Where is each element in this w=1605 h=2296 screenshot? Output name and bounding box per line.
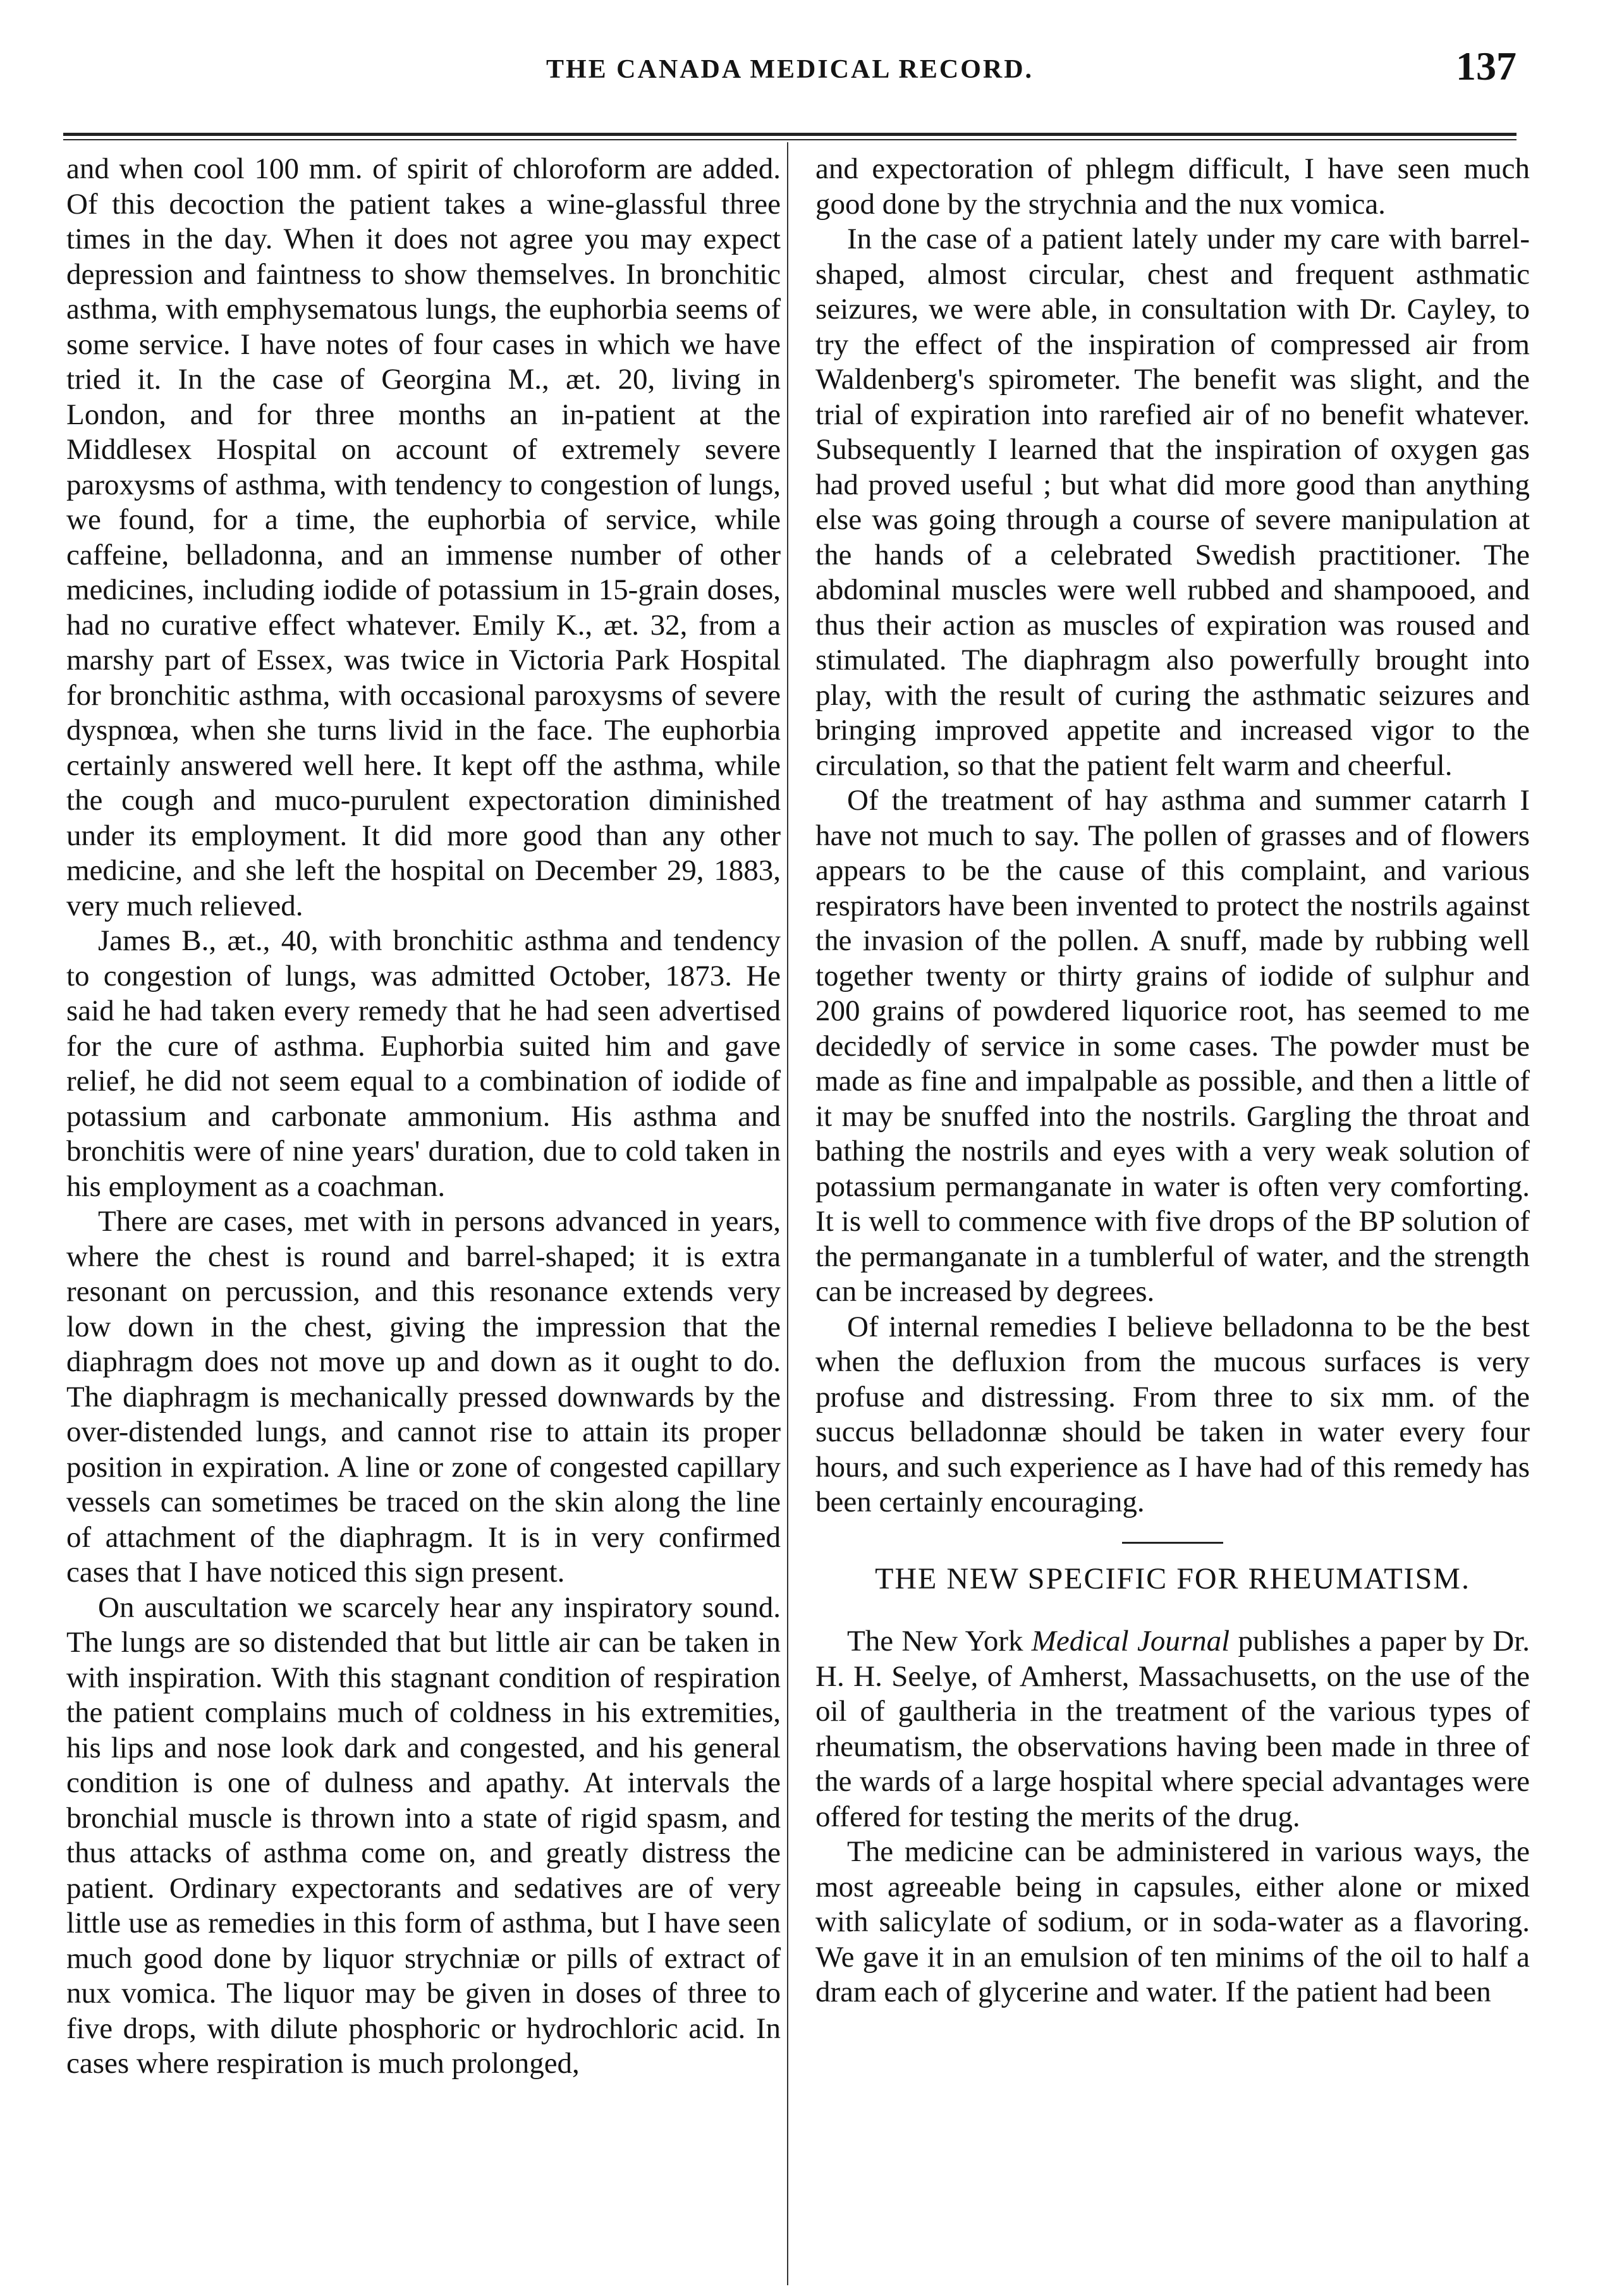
paragraph: James B., æt., 40, with bronchitic asthma and tendency to congestion of lungs, was admitted October, 1873. He said he had taken every remedy that he had seen advertised for the cure of asthma. Euphorbia suited him and gave relief, he did not seem equal to a combination of iodide of potassium and carbonate ammonium. His asthma and bronchitis were of nine years' duration, due to cold taken in his employment as a coachman.	[66, 924, 781, 1203]
paragraph: There are cases, met with in persons advanced in years, where the chest is round and barrel-shaped; it is extra resonant on percussion, and this resonance extends very low down in the chest, giving the impression that the diaphragm does not move up and down as it ought to do. The diaphragm is mechanically pressed downwards by the over-distended lungs, and cannot rise to attain its proper position in expiration. A line or zone of congested capillary vessels can sometimes be traced on the skin along the line of attachment of the diaphragm. It is in very confirmed cases that I have noticed this sign present.	[66, 1205, 781, 1589]
paragraph: and when cool 100 mm. of spirit of chloroform are added. Of this decoction the patient takes a wine-glassful three times in the day. When it does not agree you may expect depression and faintness to show themselves. In bronchitic asthma, with emphysematous lungs, the euphorbia seems of some service. I have notes of four cases in which we have tried it. In the case of Georgina M., æt. 20, living in London, and for three months an in-patient at the Middlesex Hospital on account of extremely severe paroxysms of asthma, with tendency to congestion of lungs, we found, for a time, the euphorbia of service, while caffeine, belladonna, and an immense number of other medicines, including iodide of potassium in 15-grain doses, had no curative effect whatever. Emily K., æt. 32, from a marshy part of Essex, was twice in Victoria Park Hospital for bronchitic asthma, with occasional paroxysms of severe dyspnœa, when she turns livid in the face. The euphorbia certainly answered well here. It kept off the asthma, while the cough and muco-purulent expectoration diminished under its employment. It did more good than any other medicine, and she left the hospital on December 29, 1883, very much relieved.	[66, 152, 781, 922]
paragraph: and expectoration of phlegm difficult, I have seen much good done by the strychnia and the nux vomica.	[815, 152, 1530, 221]
paragraph: In the case of a patient lately under my care with barrel-shaped, almost circular, chest and frequent asthmatic seizures, we were able, in consultation with Dr. Cayley, to try the effect of the inspiration of compressed air from Waldenberg's spirometer. The benefit was slight, and the trial of expiration into rarefied air of no benefit whatever. Subsequently I learned that the inspiration of oxygen gas had proved useful ; but what did more good than anything else was going through a course of severe manipulation at the hands of a celebrated Swedish practitioner. The abdominal muscles were well rubbed and shampooed, and thus their action as muscles of expiration was roused and stimulated. The diaphragm also powerfully brought into play, with the result of curing the asthmatic seizures and bringing improved appetite and increased vigor to the circulation, so that the patient felt warm and cheerful.	[815, 223, 1530, 782]
column-divider	[787, 142, 788, 2285]
header-rule	[63, 133, 1517, 140]
section-heading: THE NEW SPECIFIC FOR RHEUMATISM.	[875, 1561, 1470, 1596]
paragraph: On auscultation we scarcely hear any inspiratory sound. The lungs are so distended that but little air can be taken in with inspiration. With this stagnant condition of respiration the patient complains much of coldness in his extremities, his lips and nose look dark and congested, and his general condition is one of dulness and apathy. At intervals the bronchial muscle is thrown into a state of rigid spasm, and thus attacks of asthma come on, and greatly distress the patient. Ordinary expectorants and sedatives are of very little use as remedies in this form of asthma, but I have seen much good done by liquor strychniæ or pills of extract of nux vomica. The liquor may be given in doses of three to five drops, with dilute phosphoric or hydrochloric acid. In cases where respiration is much prolonged,	[66, 1591, 781, 2080]
left-column	[66, 152, 781, 2082]
right-column	[815, 152, 1530, 2010]
journal-title: THE CANADA MEDICAL RECORD.	[546, 55, 1034, 84]
paragraph: Of the treatment of hay asthma and summer catarrh I have not much to say. The pollen of grasses and of flowers appears to be the cause of this complaint, and various respirators have been invented to protect the nostrils against the invasion of the pollen. A snuff, made by rubbing well together twenty or thirty grains of iodide of sulphur and 200 grains of powdered liquorice root, has seemed to me decidedly of service in some cases. The powder must be made as fine and impalpable as possible, and then a little of it may be snuffed into the nostrils. Gargling the throat and bathing the nostrils and eyes with a very weak solution of potassium permanganate in water is often very comforting. It is well to commence with five drops of the BP solution of the permanganate in a tumblerful of water, and the strength can be increased by degrees.	[815, 784, 1530, 1308]
paragraph: Of internal remedies I believe belladonna to be the best when the defluxion from the mucous surfaces is very profuse and distressing. From three to six mm. of the succus belladonnæ should be taken in water every four hours, and such experience as I have had of this remedy has been certainly encouraging.	[815, 1310, 1530, 1518]
paragraph	[815, 1624, 1530, 1835]
page-number: 137	[1456, 44, 1517, 89]
paragraph: The medicine can be administered in various ways, the most agreeable being in capsules, either alone or mixed with salicylate of sodium, or in soda-water as a flavoring. We gave it in an emulsion of ten minims of the oil to half a dram each of glycerine and water. If the patient had been	[815, 1835, 1530, 2008]
section-separator-rule	[1122, 1542, 1223, 1544]
running-head	[63, 43, 1517, 100]
text-run: publishes a paper by Dr. H. H. Seelye, of Amherst, Massachusetts, on the use of the oil of gaultheria in the treatment of the various types of rheumatism, the observations having been made in three of the wards of a large hospital where special advantages were offered for testing the merits of the drug.	[815, 1625, 1530, 1833]
text-run: The New York	[847, 1625, 1032, 1658]
journal-name-italic: Medical Journal	[1031, 1625, 1230, 1658]
